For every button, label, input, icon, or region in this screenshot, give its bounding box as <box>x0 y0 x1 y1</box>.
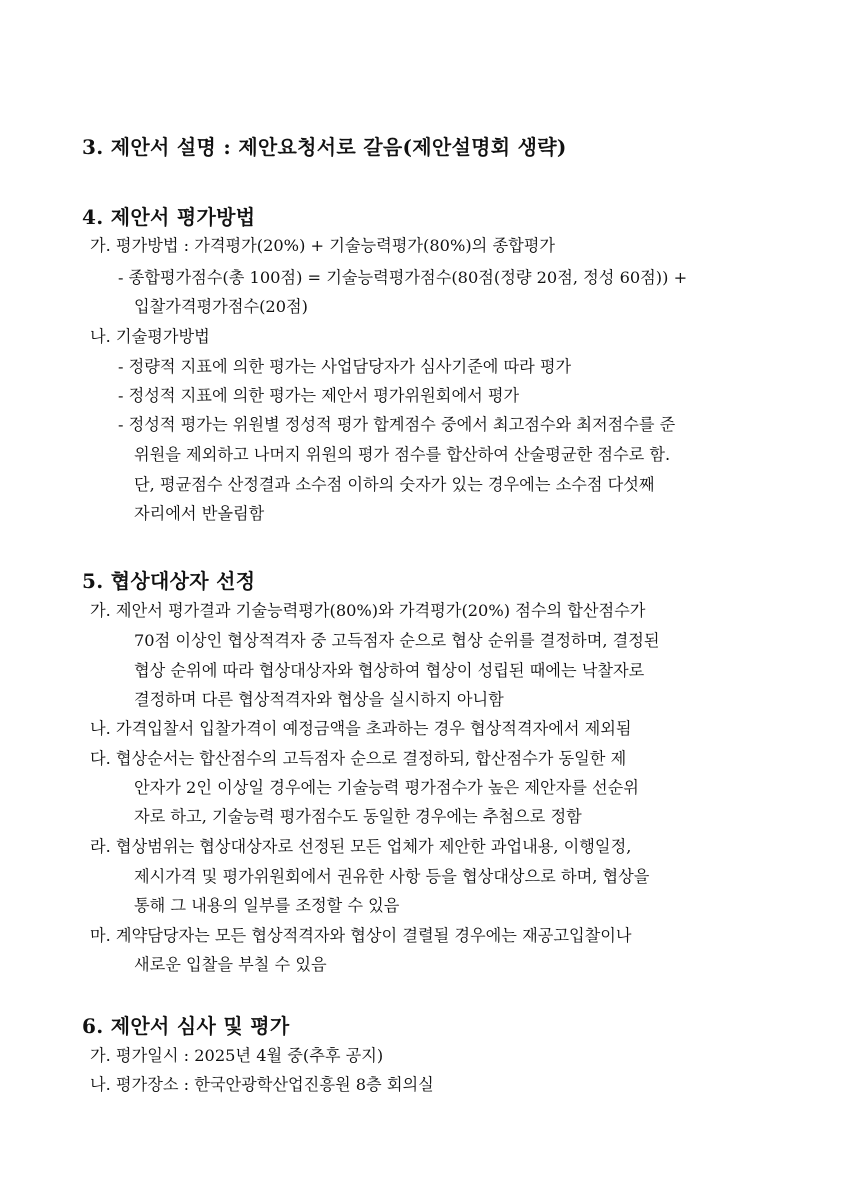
s5-item-ga-line-3: 협상 순위에 따라 협상대상자와 협상하여 협상이 성립된 때에는 낙찰자로 <box>134 661 645 680</box>
s5-item-da-line-1: 다. 협상순서는 합산점수의 고득점자 순으로 결정하되, 합산점수가 동일한 제 <box>90 749 627 768</box>
s6-item-ga: 가. 평가일시 : 2025년 4월 중(추후 공지) <box>90 1046 384 1065</box>
s4-item-na-bullet-3-line-3: 단, 평균점수 산정결과 소수점 이하의 숫자가 있는 경우에는 소수점 다섯째 <box>134 475 655 494</box>
s6-item-na: 나. 평가장소 : 한국안광학산업진흥원 8층 회의실 <box>90 1075 434 1094</box>
s5-item-ra-line-1: 라. 협상범위는 협상대상자로 선정된 모든 업체가 제안한 과업내용, 이행일정, <box>90 837 632 856</box>
s5-item-ma-line-2: 새로운 입찰을 부칠 수 있음 <box>134 955 327 974</box>
s4-item-na-bullet-1: - 정량적 지표에 의한 평가는 사업담당자가 심사기준에 따라 평가 <box>118 357 572 376</box>
s4-item-ga: 가. 평가방법 : 가격평가(20%) + 기술능력평가(80%)의 종합평가 <box>90 236 555 255</box>
s5-item-da-line-2: 안자가 2인 이상일 경우에는 기술능력 평가점수가 높은 제안자를 선순위 <box>134 778 639 797</box>
s5-item-ga-line-4: 결정하며 다른 협상적격자와 협상을 실시하지 아니함 <box>134 690 504 709</box>
s5-item-ra-line-3: 통해 그 내용의 일부를 조정할 수 있음 <box>134 896 400 915</box>
s4-item-ga-bullet-1-line-1: - 종합평가점수(총 100점) = 기술능력평가점수(80점(정량 20점, 정성 60점)) + <box>118 268 688 287</box>
s4-item-na-bullet-3-line-2: 위원을 제외하고 나머지 위원의 평가 점수를 합산하여 산술평균한 점수로 함. <box>134 445 671 464</box>
s4-item-na: 나. 기술평가방법 <box>90 327 210 346</box>
section-5-title: 5. 협상대상자 선정 <box>82 569 256 593</box>
section-4-title: 4. 제안서 평가방법 <box>82 205 256 229</box>
s4-item-na-bullet-2: - 정성적 지표에 의한 평가는 제안서 평가위원회에서 평가 <box>118 386 520 405</box>
s5-item-na: 나. 가격입찰서 입찰가격이 예정금액을 초과하는 경우 협상적격자에서 제외됨 <box>90 719 632 738</box>
s5-item-da-line-3: 자로 하고, 기술능력 평가점수도 동일한 경우에는 추첨으로 정함 <box>134 807 582 826</box>
section-6-title: 6. 제안서 심사 및 평가 <box>82 1014 290 1038</box>
s4-item-na-bullet-3-line-1: - 정성적 평가는 위원별 정성적 평가 합계점수 중에서 최고점수와 최저점수를 준 <box>118 415 676 434</box>
s5-item-ra-line-2: 제시가격 및 평가위원회에서 권유한 사항 등을 협상대상으로 하며, 협상을 <box>134 867 650 886</box>
s5-item-ma-line-1: 마. 계약담당자는 모든 협상적격자와 협상이 결렬될 경우에는 재공고입찰이나 <box>90 926 632 945</box>
s4-item-na-bullet-3-line-4: 자리에서 반올림함 <box>134 504 265 523</box>
s5-item-ga-line-2: 70점 이상인 협상적격자 중 고득점자 순으로 협상 순위를 결정하며, 결정된 <box>134 631 660 650</box>
s4-item-ga-bullet-1-line-2: 입찰가격평가점수(20점) <box>134 297 308 316</box>
section-3-title: 3. 제안서 설명 : 제안요청서로 갈음(제안설명회 생략) <box>82 135 567 159</box>
s5-item-ga-line-1: 가. 제안서 평가결과 기술능력평가(80%)와 가격평가(20%) 점수의 합산점수가 <box>90 601 646 620</box>
